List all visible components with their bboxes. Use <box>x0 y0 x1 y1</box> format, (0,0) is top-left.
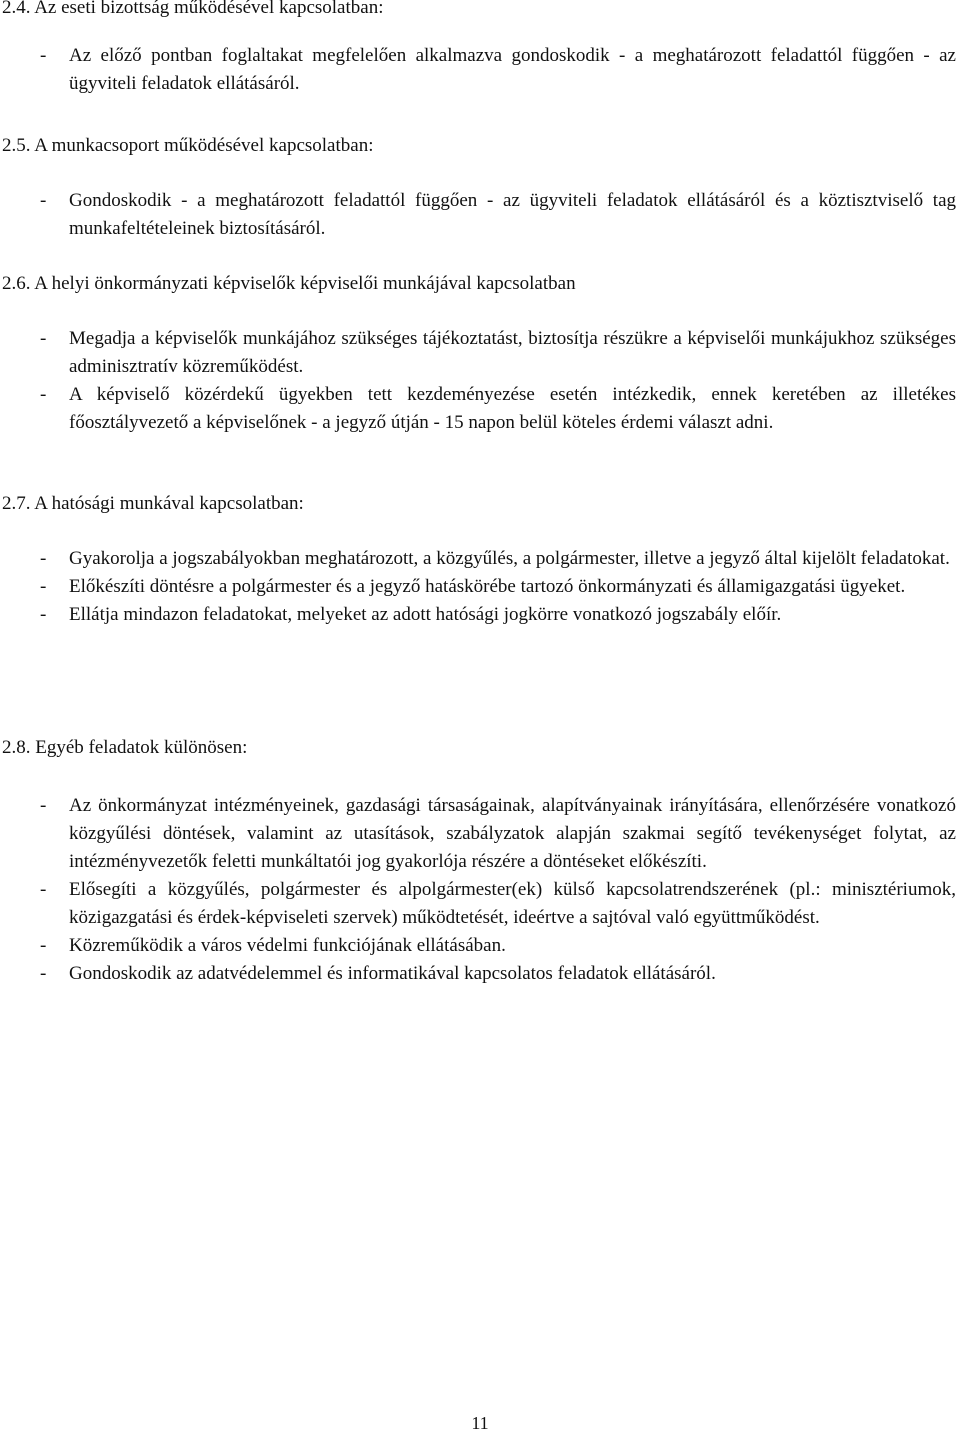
bullet-dash: - <box>40 576 47 597</box>
bullet-dash: - <box>40 795 47 816</box>
section-heading: 2.4. Az eseti bizottság működésével kapcsolatban: <box>2 0 384 18</box>
section-2-6 <box>2 270 956 437</box>
section-heading: 2.6. A helyi önkormányzati képviselők képviselői munkájával kapcsolatban <box>2 273 576 294</box>
bullet-dash: - <box>40 604 47 625</box>
list-item-text: Elősegíti a közgyűlés, polgármester és alpolgármester(ek) külső kapcsolatrendszerének (pl.: minisztériumok, közigazgatási és érdek-képviseleti szervek) működtetését, ideértve a sajtóval való együttműködést. <box>69 879 956 928</box>
section-2-4 <box>2 0 956 98</box>
list-item-text: Az önkormányzat intézményeinek, gazdasági társaságainak, alapítványainak irányítására, ellenőrzésére vonatkozó közgyűlési döntések, valamint az utasítások, szabályzatok alapján szakmai segítő tevékenységet folytat, az intézményvezetők feletti munkáltatói jog gyakorlója részére a döntéseket előkészíti. <box>69 795 956 872</box>
list-item <box>2 545 956 573</box>
list-item <box>2 187 956 243</box>
list-item <box>2 381 956 437</box>
bullet-list <box>2 187 956 243</box>
list-item <box>2 792 956 876</box>
list-item-text: Gyakorolja a jogszabályokban meghatározott, a közgyűlés, a polgármester, illetve a jegyző által kijelölt feladatokat. <box>69 548 950 569</box>
list-item-text: Gondoskodik az adatvédelemmel és informatikával kapcsolatos feladatok ellátásáról. <box>69 963 716 984</box>
bullet-dash: - <box>40 548 47 569</box>
section-heading: 2.8. Egyéb feladatok különösen: <box>2 737 248 758</box>
bullet-dash: - <box>40 190 47 211</box>
bullet-list <box>2 792 956 988</box>
list-item-text: Gondoskodik - a meghatározott feladattól függően - az ügyviteli feladatok ellátásáról és a köztisztviselő tag munkafeltételeinek biztosításáról. <box>69 190 956 239</box>
section-2-8 <box>2 734 956 988</box>
list-item-text: Előkészíti döntésre a polgármester és a jegyző hatáskörébe tartozó önkormányzati és államigazgatási ügyeket. <box>69 576 906 597</box>
bullet-dash: - <box>40 328 47 349</box>
list-item <box>2 960 956 988</box>
page-number: 11 <box>471 1413 489 1433</box>
bullet-dash: - <box>40 384 47 405</box>
list-item-text: A képviselő közérdekű ügyekben tett kezdeményezése esetén intézkedik, ennek keretében az illetékes főosztályvezető a képviselőnek - a jegyző útján - 15 napon belül köteles érdemi választ adni. <box>69 384 956 433</box>
list-item <box>2 932 956 960</box>
section-2-7 <box>2 490 956 629</box>
list-item-text: Az előző pontban foglaltakat megfelelően alkalmazva gondoskodik - a meghatározott feladattól függően - az ügyviteli feladatok ellátásáról. <box>69 45 956 94</box>
list-item-text: Közreműködik a város védelmi funkciójának ellátásában. <box>69 935 506 956</box>
list-item <box>2 876 956 932</box>
list-item <box>2 325 956 381</box>
list-item <box>2 601 956 629</box>
bullet-list <box>2 545 956 629</box>
bullet-dash: - <box>40 45 47 66</box>
bullet-dash: - <box>40 935 47 956</box>
bullet-list <box>2 42 956 98</box>
section-heading: 2.7. A hatósági munkával kapcsolatban: <box>2 493 304 514</box>
bullet-dash: - <box>40 879 47 900</box>
bullet-list <box>2 325 956 437</box>
bullet-dash: - <box>40 963 47 984</box>
list-item <box>2 42 956 98</box>
list-item-text: Megadja a képviselők munkájához szükséges tájékoztatást, biztosítja részükre a képviselői munkájukhoz szükséges adminisztratív közreműködést. <box>69 328 956 377</box>
list-item <box>2 573 956 601</box>
section-2-5 <box>2 132 956 243</box>
section-heading: 2.5. A munkacsoport működésével kapcsolatban: <box>2 135 374 156</box>
list-item-text: Ellátja mindazon feladatokat, melyeket az adott hatósági jogkörre vonatkozó jogszabály előír. <box>69 604 782 625</box>
